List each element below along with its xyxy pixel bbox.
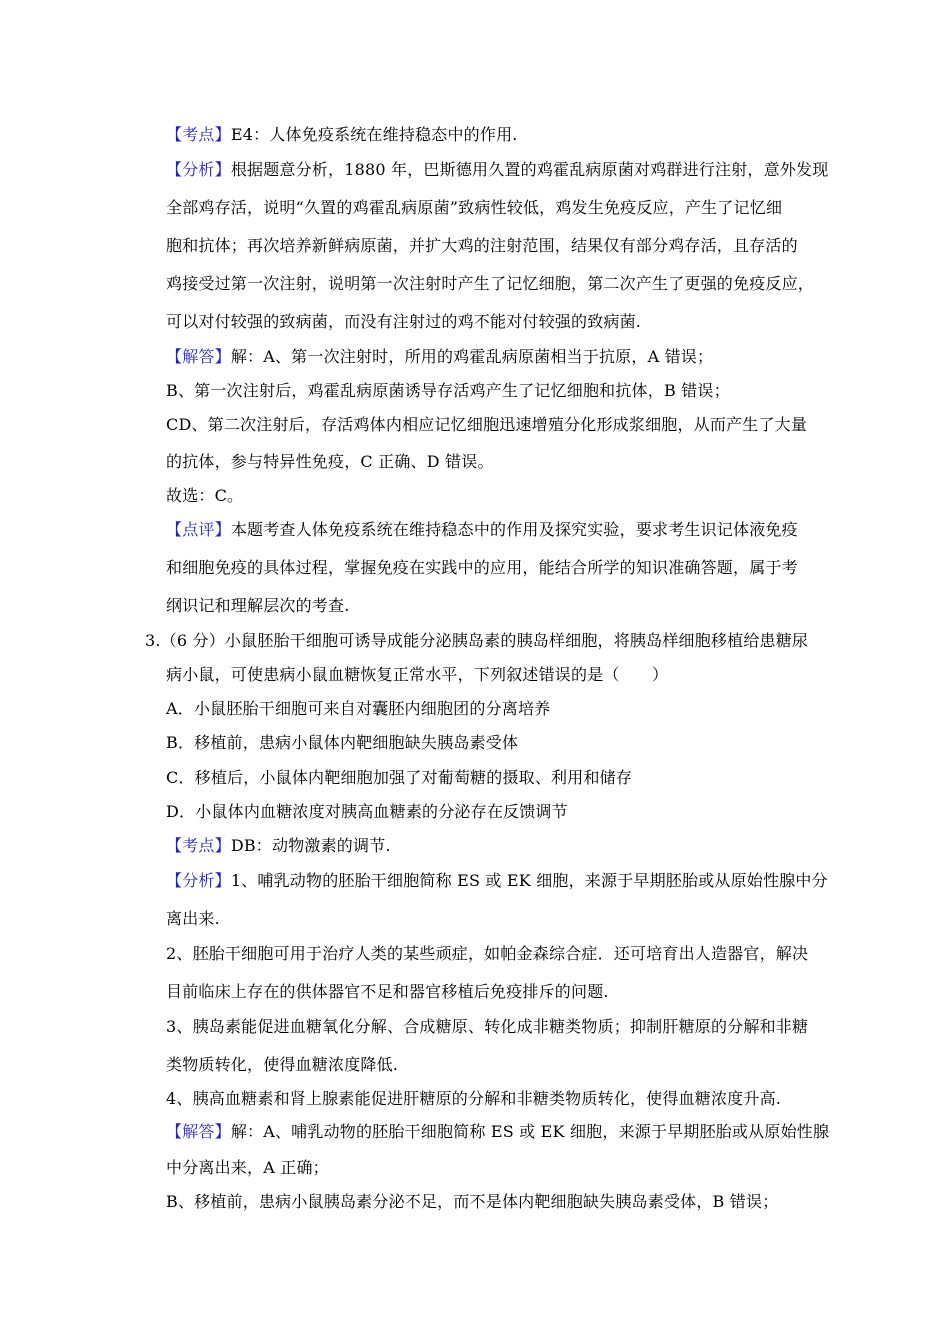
q3-fenxi-line-2: 离出来. [166,909,220,928]
q3-stem-line-2: 病小鼠，可使患病小鼠血糖恢复正常水平，下列叙述错误的是（ ） [166,665,669,684]
q3-fenxi-line-1 [166,870,828,892]
q2-dianping-line-2: 和细胞免疫的具体过程，掌握免疫在实践中的应用，能结合所学的知识准确答题，属于考 [166,558,798,577]
q3-fenxi-line-4: 目前临床上存在的供体器官不足和器官移植后免疫排斥的问题. [166,982,609,1001]
q2-fenxi-line-1 [166,159,828,181]
q3-jieda-line-2: 中分离出来，A 正确； [166,1158,329,1177]
q2-dianping-line-3: 纲识记和理解层次的考查. [166,596,350,615]
q2-fenxi-line-5: 可以对付较强的致病菌，而没有注射过的鸡不能对付较强的致病菌. [166,312,642,331]
jieda-tag: 【解答】 [166,347,231,366]
dianping-tag: 【点评】 [166,520,231,539]
q2-jieda-line-1 [166,346,713,368]
q2-fenxi-text: 根据题意分析，1880 年，巴斯德用久置的鸡霍乱病原菌对鸡群进行注射，意外发现 [230,160,829,179]
jieda-tag: 【解答】 [166,1122,231,1141]
q3-fenxi-line-6: 类物质转化，使得血糖浓度降低. [166,1055,399,1074]
q3-option-a: A．小鼠胚胎干细胞可来自对囊胚内细胞团的分离培养 [166,699,551,718]
q2-fenxi-line-3: 胞和抗体；再次培养新鲜病原菌，并扩大鸡的注射范围，结果仅有部分鸡存活，且存活的 [166,236,798,255]
q3-fenxi-line-5: 3、胰岛素能促进血糖氧化分解、合成糖原、转化成非糖类物质；抑制肝糖原的分解和非糖 [166,1017,809,1036]
q2-jieda-line-4: 的抗体，参与特异性免疫，C 正确、D 错误。 [166,452,494,471]
q2-jieda-line-3: CD、第二次注射后，存活鸡体内相应记忆细胞迅速增殖分化形成浆细胞，从而产生了大量 [166,415,808,434]
q2-dianping-text: 本题考查人体免疫系统在维持稳态中的作用及探究实验，要求考生识记体液免疫 [230,520,798,539]
fenxi-tag: 【分析】 [166,160,231,179]
q3-kaodian-text: DB：动物激素的调节. [230,836,391,855]
q2-dianping-line-1 [166,519,798,541]
q3-fenxi-line-7: 4、胰高血糖素和肾上腺素能促进肝糖原的分解和非糖类物质转化，使得血糖浓度升高. [166,1089,782,1108]
q3-option-c: C．移植后，小鼠体内靶细胞加强了对葡萄糖的摄取、利用和储存 [166,768,633,787]
q3-stem-line-1: 3.（6 分）小鼠胚胎干细胞可诱导成能分泌胰岛素的胰岛样细胞，将胰岛样细胞移植给患糖尿 [145,631,809,650]
q2-fenxi-line-4: 鸡接受过第一次注射，说明第一次注射时产生了记忆细胞，第二次产生了更强的免疫反应， [166,274,815,293]
q2-kaodian-text: E4：人体免疫系统在维持稳态中的作用. [230,125,518,144]
kaodian-tag: 【考点】 [166,836,231,855]
kaodian-tag: 【考点】 [166,125,231,144]
q2-fenxi-line-2: 全部鸡存活，说明“久置的鸡霍乱病原菌”致病性较低，鸡发生免疫反应，产生了记忆细 [166,198,783,217]
q3-kaodian-line [166,835,391,857]
q3-option-d: D．小鼠体内血糖浓度对胰高血糖素的分泌存在反馈调节 [166,802,568,821]
q3-jieda-line-3: B、移植前，患病小鼠胰岛素分泌不足，而不是体内靶细胞缺失胰岛素受体，B 错误； [166,1192,779,1211]
q3-option-b: B．移植前，患病小鼠体内靶细胞缺失胰岛素受体 [166,733,519,752]
q2-jieda-text: 解：A、第一次注射时，所用的鸡霍乱病原菌相当于抗原，A 错误； [230,347,714,366]
q2-jieda-line-2: B、第一次注射后，鸡霍乱病原菌诱导存活鸡产生了记忆细胞和抗体，B 错误； [166,381,730,400]
q3-jieda-line-1 [166,1121,829,1143]
q3-jieda-text: 解：A、哺乳动物的胚胎干细胞简称 ES 或 EK 细胞，来源于早期胚胎或从原始性腺 [230,1122,830,1141]
q3-fenxi-line-3: 2、胚胎干细胞可用于治疗人类的某些顽症，如帕金森综合症．还可培育出人造器官，解决 [166,944,809,963]
q2-kaodian-line [166,124,518,146]
q2-jieda-line-5: 故选：C。 [166,486,244,505]
q3-fenxi-text: 1、哺乳动物的胚胎干细胞简称 ES 或 EK 细胞，来源于早期胚胎或从原始性腺中分 [230,871,828,890]
fenxi-tag: 【分析】 [166,871,231,890]
